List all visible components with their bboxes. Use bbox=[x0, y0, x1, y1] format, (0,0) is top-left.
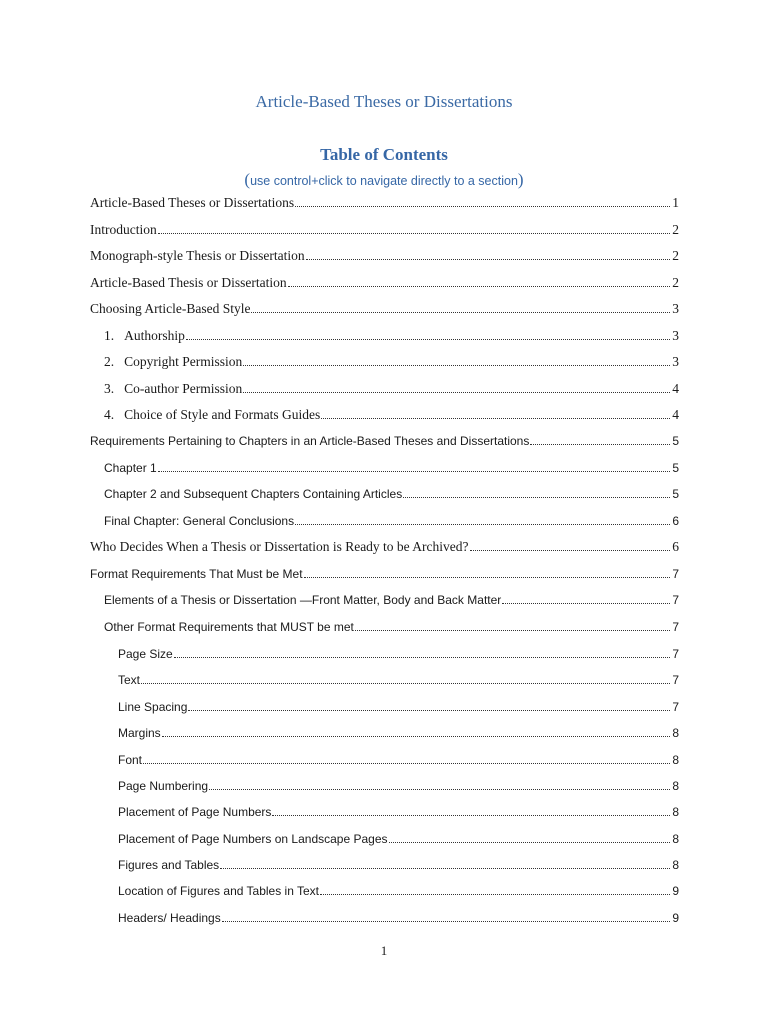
toc-entry-label: Choosing Article-Based Style bbox=[90, 301, 251, 316]
toc-entry-page: 5 bbox=[672, 434, 679, 448]
dot-leader bbox=[272, 814, 670, 816]
toc-entry-label: Margins bbox=[118, 726, 161, 740]
toc-entry-label: Chapter 2 and Subsequent Chapters Containing Articles bbox=[104, 487, 403, 501]
dot-leader bbox=[186, 338, 670, 340]
document-title: Article-Based Theses or Dissertations bbox=[255, 92, 513, 111]
toc-entry-page: 8 bbox=[672, 832, 679, 846]
toc-entry[interactable] bbox=[104, 325, 679, 345]
toc-entry-page: 6 bbox=[672, 539, 679, 554]
dot-leader bbox=[304, 576, 671, 578]
toc-entry-label: Requirements Pertaining to Chapters in an Article-Based Theses and Dissertations bbox=[90, 434, 530, 448]
dot-leader bbox=[174, 656, 671, 658]
toc-entry-number: 1. bbox=[104, 328, 115, 343]
toc-entry-label: Authorship bbox=[124, 328, 185, 343]
toc-entry[interactable] bbox=[104, 510, 679, 530]
toc-entry[interactable] bbox=[104, 404, 679, 424]
toc-entry-page: 1 bbox=[672, 195, 679, 210]
dot-leader bbox=[243, 364, 670, 366]
toc-entry[interactable] bbox=[118, 801, 679, 821]
dot-leader bbox=[355, 629, 670, 631]
toc-entry[interactable] bbox=[104, 616, 679, 636]
toc-entry[interactable] bbox=[118, 828, 679, 848]
toc-entry[interactable] bbox=[118, 749, 679, 769]
toc-entry-page: 9 bbox=[672, 911, 679, 925]
toc-entry-label: Placement of Page Numbers bbox=[118, 805, 272, 819]
toc-entry[interactable] bbox=[90, 245, 679, 265]
toc-entry-label: Co-author Permission bbox=[124, 381, 243, 396]
dot-leader bbox=[162, 735, 671, 737]
dot-leader bbox=[306, 258, 671, 260]
dot-leader bbox=[220, 867, 670, 869]
toc-entry[interactable] bbox=[104, 589, 679, 609]
toc-entry-page: 3 bbox=[672, 328, 679, 343]
toc-note bbox=[0, 170, 768, 190]
toc-entry-label: Page Size bbox=[118, 647, 173, 661]
toc-entry[interactable] bbox=[118, 907, 679, 927]
toc-entry[interactable] bbox=[90, 536, 679, 556]
toc-entry-label: Format Requirements That Must be Met bbox=[90, 567, 303, 581]
dot-leader bbox=[470, 549, 671, 551]
toc-entry-label: Location of Figures and Tables in Text bbox=[118, 884, 320, 898]
toc-entry-label: Monograph-style Thesis or Dissertation bbox=[90, 248, 305, 263]
dot-leader bbox=[530, 443, 670, 445]
toc-entry-page: 7 bbox=[672, 673, 679, 687]
toc-entry-label: Page Numbering bbox=[118, 779, 209, 793]
toc-entry-label: Text bbox=[118, 673, 141, 687]
toc-entry-label: Figures and Tables bbox=[118, 858, 220, 872]
toc-note-text: use control+click to navigate directly to a section bbox=[250, 174, 518, 188]
toc-entry-page: 4 bbox=[672, 381, 679, 396]
toc-entry-label: Article-Based Thesis or Dissertation bbox=[90, 275, 287, 290]
dot-leader bbox=[222, 920, 671, 922]
toc-entry-page: 3 bbox=[672, 301, 679, 316]
toc-entry[interactable] bbox=[104, 378, 679, 398]
toc-entry-page: 8 bbox=[672, 753, 679, 767]
toc-entry[interactable] bbox=[118, 880, 679, 900]
toc-entry-page: 7 bbox=[672, 700, 679, 714]
dot-leader bbox=[251, 311, 670, 313]
toc-entry-page: 6 bbox=[672, 514, 679, 528]
toc-entry[interactable] bbox=[104, 457, 679, 477]
dot-leader bbox=[403, 496, 670, 498]
toc-entry-page: 5 bbox=[672, 487, 679, 501]
page-number: 1 bbox=[380, 943, 388, 958]
toc-entry-page: 2 bbox=[672, 222, 679, 237]
toc-entry-page: 7 bbox=[672, 567, 679, 581]
toc-entry-page: 7 bbox=[672, 620, 679, 634]
toc-note-open-paren: ( bbox=[244, 170, 251, 189]
toc-entry[interactable] bbox=[118, 722, 679, 742]
toc-entry-label: Headers/ Headings bbox=[118, 911, 221, 925]
toc-entry[interactable] bbox=[90, 298, 679, 318]
toc-entry-label: Final Chapter: General Conclusions bbox=[104, 514, 295, 528]
toc-entry[interactable] bbox=[118, 643, 679, 663]
dot-leader bbox=[288, 285, 671, 287]
toc-entry-page: 2 bbox=[672, 248, 679, 263]
toc-entry-number: 3. bbox=[104, 381, 115, 396]
dot-leader bbox=[209, 788, 670, 790]
toc-entry-label: Line Spacing bbox=[118, 700, 188, 714]
toc-entry[interactable] bbox=[104, 351, 679, 371]
dot-leader bbox=[389, 841, 671, 843]
toc-entry[interactable] bbox=[118, 775, 679, 795]
toc-entry[interactable] bbox=[90, 563, 679, 583]
dot-leader bbox=[143, 762, 670, 764]
toc-entry-label: Choice of Style and Formats Guides bbox=[124, 407, 321, 422]
toc-entry[interactable] bbox=[90, 272, 679, 292]
toc-entry-label: Introduction bbox=[90, 222, 157, 237]
toc-entry-page: 8 bbox=[672, 726, 679, 740]
toc-entry-label: Copyright Permission bbox=[124, 354, 243, 369]
toc-entry-label: Elements of a Thesis or Dissertation —Front Matter, Body and Back Matter bbox=[104, 593, 502, 607]
dot-leader bbox=[141, 682, 670, 684]
toc-entry[interactable] bbox=[118, 669, 679, 689]
toc-entry-label: Chapter 1 bbox=[104, 461, 157, 475]
toc-entry-label: Who Decides When a Thesis or Dissertation is Ready to be Archived? bbox=[90, 539, 469, 554]
toc-heading: Table of Contents bbox=[320, 145, 448, 164]
toc-entry[interactable] bbox=[104, 483, 679, 503]
toc-entry-page: 8 bbox=[672, 805, 679, 819]
dot-leader bbox=[320, 893, 670, 895]
toc-entry-page: 5 bbox=[672, 461, 679, 475]
toc-entry-number: 2. bbox=[104, 354, 115, 369]
dot-leader bbox=[158, 470, 671, 472]
dot-leader bbox=[158, 232, 671, 234]
toc-entry[interactable] bbox=[118, 854, 679, 874]
dot-leader bbox=[295, 523, 670, 525]
toc-entry[interactable] bbox=[90, 430, 679, 450]
toc-note-close-paren: ) bbox=[517, 170, 524, 189]
toc-entry-page: 4 bbox=[672, 407, 679, 422]
toc-entry-page: 8 bbox=[672, 858, 679, 872]
toc-entry-page: 9 bbox=[672, 884, 679, 898]
dot-leader bbox=[188, 709, 670, 711]
toc-entry-page: 3 bbox=[672, 354, 679, 369]
dot-leader bbox=[321, 417, 670, 419]
toc-entry-label: Other Format Requirements that MUST be met bbox=[104, 620, 354, 634]
dot-leader bbox=[502, 602, 670, 604]
toc-entry[interactable] bbox=[90, 192, 679, 212]
dot-leader bbox=[295, 205, 670, 207]
toc-entry-page: 8 bbox=[672, 779, 679, 793]
toc-entry-page: 7 bbox=[672, 647, 679, 661]
toc-entry-label: Article-Based Theses or Dissertations bbox=[90, 195, 295, 210]
toc-entry-label: Placement of Page Numbers on Landscape Pages bbox=[118, 832, 388, 846]
toc-entry-page: 2 bbox=[672, 275, 679, 290]
toc-entry-number: 4. bbox=[104, 407, 115, 422]
toc-entry[interactable] bbox=[118, 696, 679, 716]
dot-leader bbox=[243, 391, 670, 393]
toc-entry[interactable] bbox=[90, 219, 679, 239]
toc-entry-label: Font bbox=[118, 753, 143, 767]
toc-entry-page: 7 bbox=[672, 593, 679, 607]
